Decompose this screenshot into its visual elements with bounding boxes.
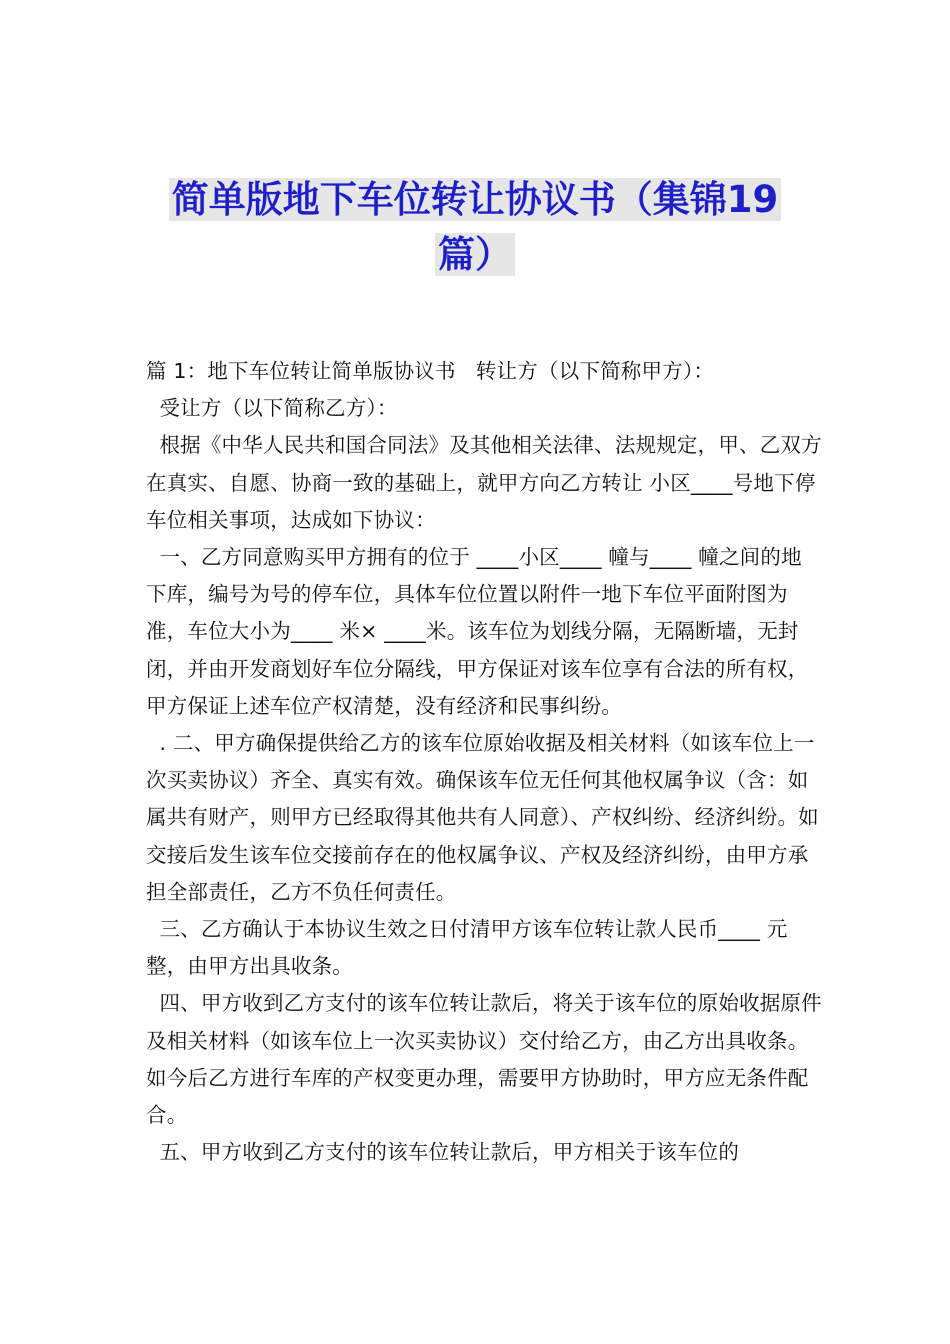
paragraph: 四、甲方收到乙方支付的该车位转让款后，将关于该车位的原始收据原件及相关材料（如该车位上一次买卖协议）交付给乙方，由乙方出具收条。如今后乙方进行车库的产权变更办理，需要甲方协助时，甲方应无条件配合。 <box>146 991 822 1128</box>
paragraph: 根据《中华人民共和国合同法》及其他相关法律、法规规定，甲、乙双方在真实、自愿、协商一致的基础上，就甲方向乙方转让 小区____号地下停车位相关事项，达成如下协议： <box>146 433 822 532</box>
paragraph: . 二、甲方确保提供给乙方的该车位原始收据及相关材料（如该车位上一次买卖协议）齐全、真实有效。确保该车位无任何其他权属争议（含：如属共有财产，则甲方已经取得其他共有人同意）、产权纠纷、经济纠纷。如交接后发生该车位交接前存在的他权属争议、产权及经济纠纷，由甲方承担全部责任，乙方不负任何责任。 <box>146 731 819 904</box>
paragraph: 篇 1：地下车位转让简单版协议书 转让方（以下简称甲方）： <box>146 359 715 383</box>
paragraph: 五、甲方收到乙方支付的该车位转让款后，甲方相关于该车位的 <box>146 1140 740 1165</box>
paragraph: 一、乙方同意购买甲方拥有的位于 ____小区____ 幢与____ 幢之间的地下库，编号为号的停车位，具体车位位置以附件一地下车位平面附图为准，车位大小为____ 米× ____米。该车位为划线分隔，无隔断墙，无封闭，并由开发商划好车位分隔线，甲方保证对该车位享有合法的所有权，甲方保证上述车位产权清楚，没有经济和民事纠纷。 <box>146 545 809 718</box>
document-title-text: 简单版地下车位转让协议书（集锦19篇） <box>169 178 782 276</box>
paragraph: 三、乙方确认于本协议生效之日付清甲方该车位转让款人民币____ 元整，由甲方出具收条。 <box>146 917 788 979</box>
document-title <box>150 172 800 282</box>
document-body <box>146 353 822 1171</box>
paragraph: 受让方（以下简称乙方）： <box>146 396 398 421</box>
